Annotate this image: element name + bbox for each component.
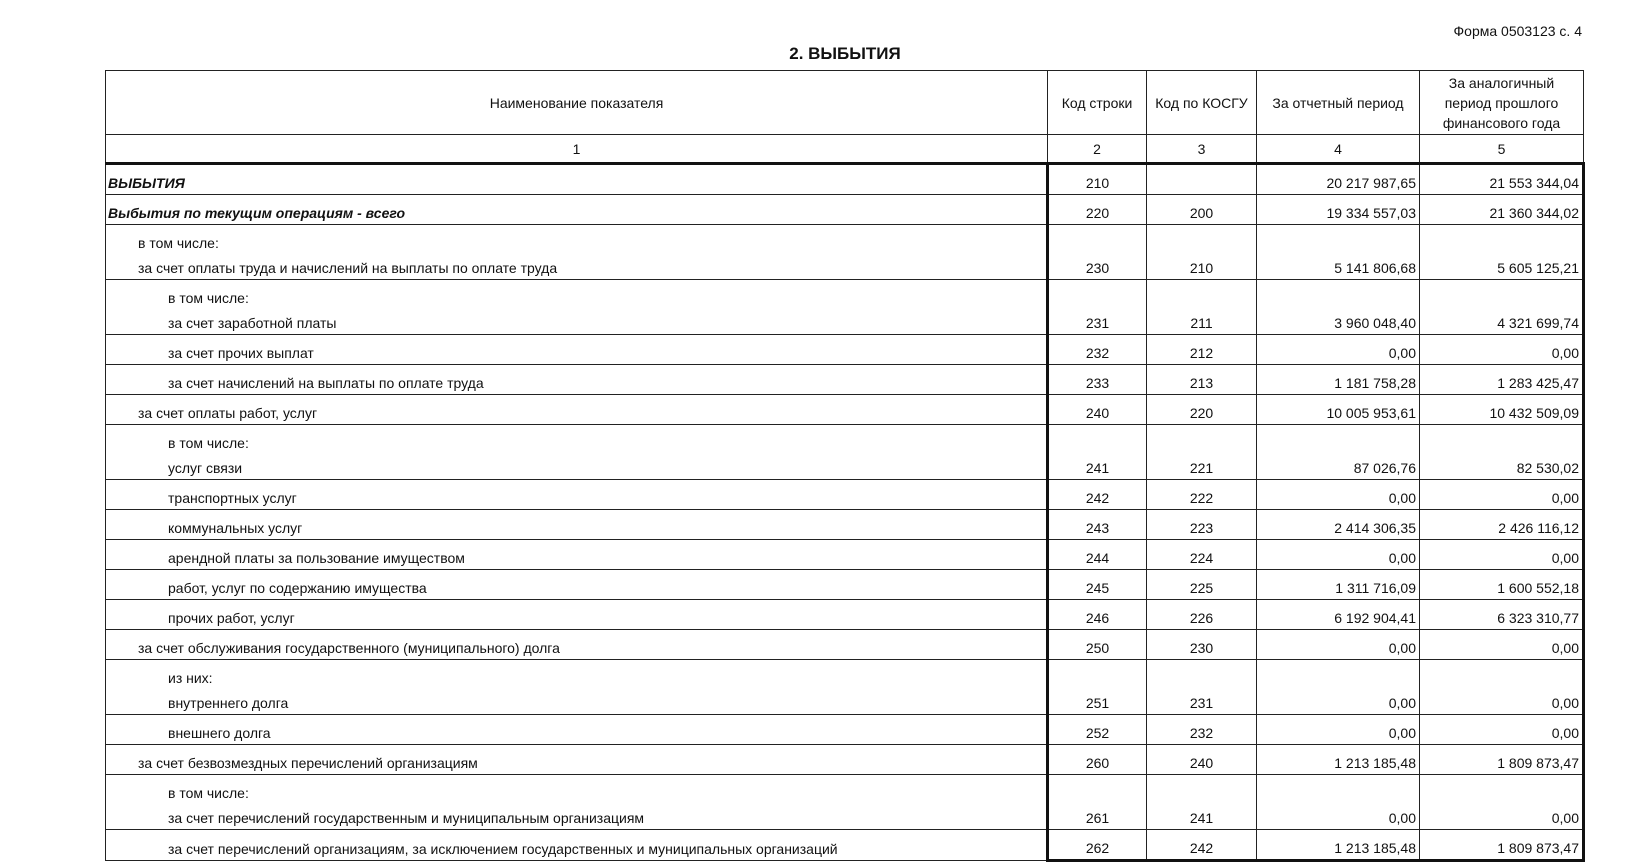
line-code-cell: 251: [1048, 660, 1147, 715]
indicator-name: за счет оплаты труда и начислений на выплаты по оплате труда: [138, 260, 558, 276]
line-code-cell: 240: [1048, 395, 1147, 425]
previous-period-value: 6 323 310,77: [1420, 600, 1584, 630]
table-row: [106, 365, 1584, 395]
current-period-value: 0,00: [1257, 775, 1420, 830]
col-header-kosgu: Код по КОСГУ: [1147, 71, 1257, 135]
indicator-name-cell: [106, 570, 1048, 600]
subgroup-label: в том числе:: [168, 290, 249, 306]
indicator-name: за счет заработной платы: [168, 315, 337, 331]
current-period-value: 87 026,76: [1257, 425, 1420, 480]
line-code-cell: 246: [1048, 600, 1147, 630]
kosgu-code-cell: 213: [1147, 365, 1257, 395]
col-number: 4: [1257, 135, 1420, 164]
current-period-value: 0,00: [1257, 715, 1420, 745]
indicator-name: услуг связи: [168, 460, 243, 476]
indicator-name: за счет начислений на выплаты по оплате труда: [168, 375, 484, 391]
table-row: [106, 715, 1584, 745]
current-period-value: 3 960 048,40: [1257, 280, 1420, 335]
indicator-name-cell: [106, 600, 1048, 630]
form-number-label: Форма 0503123 с. 4: [1453, 23, 1582, 39]
indicator-name: ВЫБЫТИЯ: [108, 175, 185, 191]
table-row: [106, 225, 1584, 280]
subgroup-label: в том числе:: [168, 785, 249, 801]
current-period-value: 1 213 185,48: [1257, 745, 1420, 775]
previous-period-value: 1 809 873,47: [1420, 830, 1584, 861]
indicator-name-cell: [106, 540, 1048, 570]
line-code-cell: 220: [1048, 195, 1147, 225]
indicator-name-cell: [106, 830, 1048, 861]
kosgu-code-cell: 212: [1147, 335, 1257, 365]
indicator-name-cell: [106, 510, 1048, 540]
previous-period-value: 5 605 125,21: [1420, 225, 1584, 280]
line-code-cell: 241: [1048, 425, 1147, 480]
indicator-name-cell: [106, 195, 1048, 225]
previous-period-value: 0,00: [1420, 630, 1584, 660]
kosgu-code-cell: 241: [1147, 775, 1257, 830]
table-row: [106, 540, 1584, 570]
line-code-cell: 232: [1048, 335, 1147, 365]
subgroup-label: в том числе:: [138, 235, 219, 251]
line-code-cell: 261: [1048, 775, 1147, 830]
col-header-line-code: Код строки: [1048, 71, 1147, 135]
previous-period-value: 21 553 344,04: [1420, 164, 1584, 195]
indicator-name: за счет перечислений организациям, за исключением государственных и муниципальных организаций: [168, 841, 838, 857]
kosgu-code-cell: 224: [1147, 540, 1257, 570]
indicator-name: прочих работ, услуг: [168, 610, 295, 626]
table-row: [106, 630, 1584, 660]
previous-period-value: 1 809 873,47: [1420, 745, 1584, 775]
previous-period-value: 2 426 116,12: [1420, 510, 1584, 540]
col-number: 1: [106, 135, 1048, 164]
indicator-name-cell: [106, 365, 1048, 395]
subgroup-label: из них:: [168, 670, 213, 686]
previous-period-value: 4 321 699,74: [1420, 280, 1584, 335]
line-code-cell: 230: [1048, 225, 1147, 280]
previous-period-value: 0,00: [1420, 480, 1584, 510]
table-row: [106, 775, 1584, 830]
current-period-value: 10 005 953,61: [1257, 395, 1420, 425]
kosgu-code-cell: 220: [1147, 395, 1257, 425]
current-period-value: 0,00: [1257, 630, 1420, 660]
subgroup-label: в том числе:: [168, 435, 249, 451]
table-row: [106, 600, 1584, 630]
indicator-name-cell: [106, 745, 1048, 775]
indicator-name: арендной платы за пользование имуществом: [168, 550, 465, 566]
indicator-name: внутреннего долга: [168, 695, 289, 711]
kosgu-code-cell: 240: [1147, 745, 1257, 775]
table-row: [106, 830, 1584, 861]
kosgu-code-cell: 231: [1147, 660, 1257, 715]
table-row: [106, 164, 1584, 195]
previous-period-value: 21 360 344,02: [1420, 195, 1584, 225]
indicator-name-cell: [106, 425, 1048, 480]
table-row: [106, 745, 1584, 775]
kosgu-code-cell: 221: [1147, 425, 1257, 480]
line-code-cell: 231: [1048, 280, 1147, 335]
line-code-cell: 243: [1048, 510, 1147, 540]
current-period-value: 1 311 716,09: [1257, 570, 1420, 600]
current-period-value: 5 141 806,68: [1257, 225, 1420, 280]
indicator-name-cell: [106, 280, 1048, 335]
col-header-current-period: За отчетный период: [1257, 71, 1420, 135]
line-code-cell: 252: [1048, 715, 1147, 745]
current-period-value: 19 334 557,03: [1257, 195, 1420, 225]
kosgu-code-cell: 200: [1147, 195, 1257, 225]
current-period-value: 0,00: [1257, 480, 1420, 510]
current-period-value: 0,00: [1257, 335, 1420, 365]
indicator-name-cell: [106, 715, 1048, 745]
kosgu-code-cell: 211: [1147, 280, 1257, 335]
col-number: 3: [1147, 135, 1257, 164]
table-row: [106, 395, 1584, 425]
section-title: 2. ВЫБЫТИЯ: [789, 44, 901, 63]
table-row: [106, 570, 1584, 600]
current-period-value: 1 181 758,28: [1257, 365, 1420, 395]
line-code-cell: 244: [1048, 540, 1147, 570]
indicator-name: за счет прочих выплат: [168, 345, 314, 361]
indicator-name: транспортных услуг: [168, 490, 297, 506]
kosgu-code-cell: 230: [1147, 630, 1257, 660]
indicator-name: за счет безвозмездных перечислений организациям: [138, 755, 478, 771]
line-code-cell: 210: [1048, 164, 1147, 195]
table-row: [106, 480, 1584, 510]
indicator-name: работ, услуг по содержанию имущества: [168, 580, 427, 596]
column-number-row: [106, 135, 1584, 164]
kosgu-code-cell: 226: [1147, 600, 1257, 630]
line-code-cell: 250: [1048, 630, 1147, 660]
kosgu-code-cell: 222: [1147, 480, 1257, 510]
kosgu-code-cell: 225: [1147, 570, 1257, 600]
previous-period-value: 0,00: [1420, 715, 1584, 745]
current-period-value: 2 414 306,35: [1257, 510, 1420, 540]
indicator-name-cell: [106, 225, 1048, 280]
previous-period-value: 82 530,02: [1420, 425, 1584, 480]
table-row: [106, 195, 1584, 225]
indicator-name-cell: [106, 395, 1048, 425]
table-row: [106, 280, 1584, 335]
kosgu-code-cell: 242: [1147, 830, 1257, 861]
previous-period-value: 0,00: [1420, 660, 1584, 715]
line-code-cell: 262: [1048, 830, 1147, 861]
previous-period-value: 1 283 425,47: [1420, 365, 1584, 395]
kosgu-code-cell: 223: [1147, 510, 1257, 540]
previous-period-value: 0,00: [1420, 335, 1584, 365]
line-code-cell: 233: [1048, 365, 1147, 395]
col-header-previous-period: За аналогичный период прошлого финансового года: [1420, 71, 1584, 135]
indicator-name: за счет обслуживания государственного (муниципального) долга: [138, 640, 560, 656]
current-period-value: 1 213 185,48: [1257, 830, 1420, 861]
indicator-name-cell: [106, 660, 1048, 715]
previous-period-value: 1 600 552,18: [1420, 570, 1584, 600]
previous-period-value: 0,00: [1420, 775, 1584, 830]
indicator-name-cell: [106, 630, 1048, 660]
indicator-name: за счет перечислений государственным и муниципальным организациям: [168, 810, 645, 826]
kosgu-code-cell: 232: [1147, 715, 1257, 745]
col-number: 5: [1420, 135, 1584, 164]
table-row: [106, 425, 1584, 480]
indicator-name: Выбытия по текущим операциям - всего: [108, 205, 406, 221]
col-number: 2: [1048, 135, 1147, 164]
line-code-cell: 242: [1048, 480, 1147, 510]
col-header-name: Наименование показателя: [106, 71, 1048, 135]
current-period-value: 6 192 904,41: [1257, 600, 1420, 630]
previous-period-value: 10 432 509,09: [1420, 395, 1584, 425]
indicator-name-cell: [106, 164, 1048, 195]
current-period-value: 0,00: [1257, 540, 1420, 570]
indicator-name: за счет оплаты работ, услуг: [138, 405, 318, 421]
kosgu-code-cell: [1147, 164, 1257, 195]
indicator-name-cell: [106, 335, 1048, 365]
line-code-cell: 245: [1048, 570, 1147, 600]
indicator-name: внешнего долга: [168, 725, 271, 741]
current-period-value: 0,00: [1257, 660, 1420, 715]
line-code-cell: 260: [1048, 745, 1147, 775]
current-period-value: 20 217 987,65: [1257, 164, 1420, 195]
previous-period-value: 0,00: [1420, 540, 1584, 570]
indicator-name-cell: [106, 775, 1048, 830]
indicator-name-cell: [106, 480, 1048, 510]
table-body: [106, 164, 1584, 861]
outflows-table: [105, 70, 1585, 862]
table-row: [106, 660, 1584, 715]
header-row: [106, 71, 1584, 135]
table-row: [106, 510, 1584, 540]
table-row: [106, 335, 1584, 365]
indicator-name: коммунальных услуг: [168, 520, 303, 536]
kosgu-code-cell: 210: [1147, 225, 1257, 280]
